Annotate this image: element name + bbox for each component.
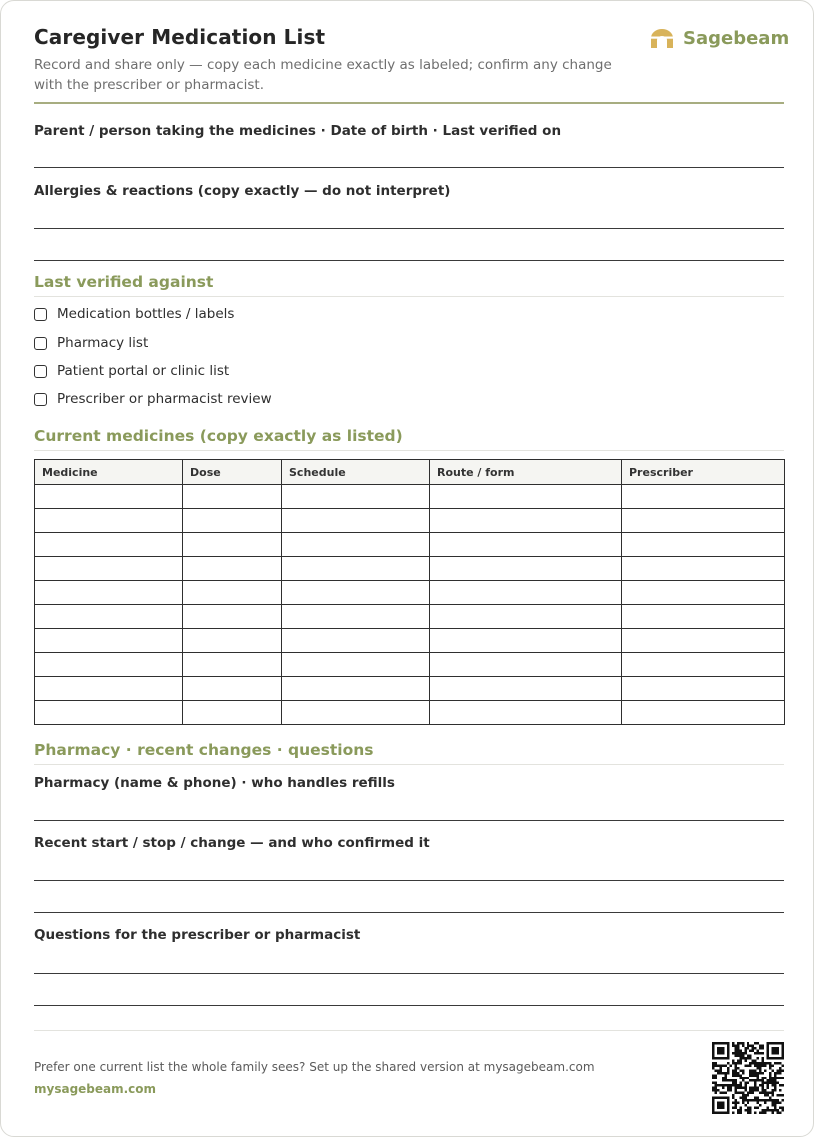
table-row bbox=[35, 509, 785, 533]
table-cell[interactable] bbox=[430, 485, 622, 509]
table-cell[interactable] bbox=[430, 509, 622, 533]
table-cell[interactable] bbox=[183, 509, 282, 533]
brand-logo bbox=[651, 28, 789, 49]
table-cell[interactable] bbox=[430, 605, 622, 629]
table-cell[interactable] bbox=[430, 629, 622, 653]
medicines-heading: Current medicines (copy exactly as listed) bbox=[34, 427, 403, 445]
table-cell[interactable] bbox=[35, 581, 183, 605]
person-label: Parent / person taking the medicines · Date of birth · Last verified on bbox=[34, 123, 562, 139]
table-cell[interactable] bbox=[35, 629, 183, 653]
column-header-dose: Dose bbox=[183, 460, 282, 485]
allergies-write-line[interactable] bbox=[34, 260, 784, 261]
table-cell[interactable] bbox=[35, 509, 183, 533]
table-cell[interactable] bbox=[282, 701, 430, 725]
table-cell[interactable] bbox=[622, 581, 785, 605]
footer-link[interactable]: mysagebeam.com bbox=[34, 1082, 157, 1096]
questions-write-line[interactable] bbox=[34, 973, 784, 974]
table-row bbox=[35, 581, 785, 605]
changes-write-line[interactable] bbox=[34, 880, 784, 881]
person-write-line[interactable] bbox=[34, 167, 784, 168]
brand-name: Sagebeam bbox=[683, 28, 790, 49]
table-cell[interactable] bbox=[183, 653, 282, 677]
table-cell[interactable] bbox=[183, 629, 282, 653]
table-cell[interactable] bbox=[622, 485, 785, 509]
checkbox[interactable] bbox=[34, 393, 47, 406]
table-cell[interactable] bbox=[35, 485, 183, 509]
table-cell[interactable] bbox=[35, 605, 183, 629]
table-cell[interactable] bbox=[282, 653, 430, 677]
table-cell[interactable] bbox=[183, 533, 282, 557]
table-row bbox=[35, 533, 785, 557]
table-cell[interactable] bbox=[430, 653, 622, 677]
table-cell[interactable] bbox=[183, 677, 282, 701]
table-cell[interactable] bbox=[282, 605, 430, 629]
table-row bbox=[35, 653, 785, 677]
pharmacy-write-line[interactable] bbox=[34, 820, 784, 821]
table-cell[interactable] bbox=[35, 533, 183, 557]
sagebeam-arch-icon bbox=[651, 29, 673, 48]
table-cell[interactable] bbox=[35, 701, 183, 725]
table-cell[interactable] bbox=[622, 557, 785, 581]
page-title: Caregiver Medication List bbox=[34, 25, 326, 49]
questions-label: Questions for the prescriber or pharmacist bbox=[34, 927, 361, 943]
table-cell[interactable] bbox=[183, 701, 282, 725]
table-cell[interactable] bbox=[282, 509, 430, 533]
verified-option-pharmacy[interactable] bbox=[34, 335, 148, 351]
column-header-medicine: Medicine bbox=[35, 460, 183, 485]
table-cell[interactable] bbox=[282, 533, 430, 557]
medicines-table-body bbox=[35, 485, 785, 725]
checkbox-label: Pharmacy list bbox=[57, 335, 149, 351]
page-subtitle: Record and share only — copy each medicine exactly as labeled; confirm any change with the prescriber or pharmacist. bbox=[34, 57, 612, 93]
table-cell[interactable] bbox=[430, 581, 622, 605]
checkbox[interactable] bbox=[34, 308, 47, 321]
checkbox-label: Patient portal or clinic list bbox=[57, 363, 230, 379]
qr-code-icon bbox=[712, 1042, 784, 1114]
pharmacy-label: Pharmacy (name & phone) · who handles refills bbox=[34, 775, 395, 791]
verified-option-review[interactable] bbox=[34, 391, 272, 407]
table-cell[interactable] bbox=[282, 629, 430, 653]
table-row bbox=[35, 677, 785, 701]
checkbox-label: Prescriber or pharmacist review bbox=[57, 391, 272, 407]
table-cell[interactable] bbox=[183, 581, 282, 605]
changes-write-line[interactable] bbox=[34, 912, 784, 913]
table-cell[interactable] bbox=[183, 557, 282, 581]
table-cell[interactable] bbox=[430, 701, 622, 725]
checkbox[interactable] bbox=[34, 337, 47, 350]
medicines-table bbox=[34, 459, 785, 725]
table-cell[interactable] bbox=[622, 605, 785, 629]
changes-label: Recent start / stop / change — and who confirmed it bbox=[34, 835, 430, 851]
table-cell[interactable] bbox=[430, 557, 622, 581]
table-cell[interactable] bbox=[282, 557, 430, 581]
table-cell[interactable] bbox=[430, 533, 622, 557]
table-cell[interactable] bbox=[35, 557, 183, 581]
table-cell[interactable] bbox=[282, 677, 430, 701]
table-cell[interactable] bbox=[622, 653, 785, 677]
table-cell[interactable] bbox=[622, 701, 785, 725]
section-divider bbox=[34, 296, 784, 297]
column-header-prescriber: Prescriber bbox=[622, 460, 785, 485]
section-divider bbox=[34, 764, 784, 765]
footer-promo-text: Prefer one current list the whole family sees? Set up the shared version at mysagebeam.com bbox=[34, 1060, 595, 1074]
verified-option-portal[interactable] bbox=[34, 363, 229, 379]
verified-option-bottles[interactable] bbox=[34, 306, 234, 322]
table-cell[interactable] bbox=[622, 677, 785, 701]
table-cell[interactable] bbox=[282, 581, 430, 605]
table-row bbox=[35, 557, 785, 581]
table-header-row bbox=[35, 460, 785, 485]
checkbox-label: Medication bottles / labels bbox=[57, 306, 235, 322]
table-cell[interactable] bbox=[35, 677, 183, 701]
table-cell[interactable] bbox=[183, 485, 282, 509]
verified-heading: Last verified against bbox=[34, 273, 214, 291]
pharmacy-heading: Pharmacy · recent changes · questions bbox=[34, 741, 374, 759]
questions-write-line[interactable] bbox=[34, 1005, 784, 1006]
column-header-schedule: Schedule bbox=[282, 460, 430, 485]
table-cell[interactable] bbox=[430, 677, 622, 701]
table-cell[interactable] bbox=[622, 509, 785, 533]
allergies-write-line[interactable] bbox=[34, 228, 784, 229]
header-divider bbox=[34, 102, 784, 104]
checkbox[interactable] bbox=[34, 365, 47, 378]
table-row bbox=[35, 605, 785, 629]
section-divider bbox=[34, 450, 784, 451]
column-header-route: Route / form bbox=[430, 460, 622, 485]
table-row bbox=[35, 485, 785, 509]
table-cell[interactable] bbox=[35, 653, 183, 677]
table-row bbox=[35, 629, 785, 653]
allergies-label: Allergies & reactions (copy exactly — do not interpret) bbox=[34, 183, 451, 199]
table-row bbox=[35, 701, 785, 725]
footer-divider bbox=[34, 1030, 784, 1031]
table-cell[interactable] bbox=[622, 629, 785, 653]
table-cell[interactable] bbox=[282, 485, 430, 509]
table-cell[interactable] bbox=[622, 533, 785, 557]
table-cell[interactable] bbox=[183, 605, 282, 629]
